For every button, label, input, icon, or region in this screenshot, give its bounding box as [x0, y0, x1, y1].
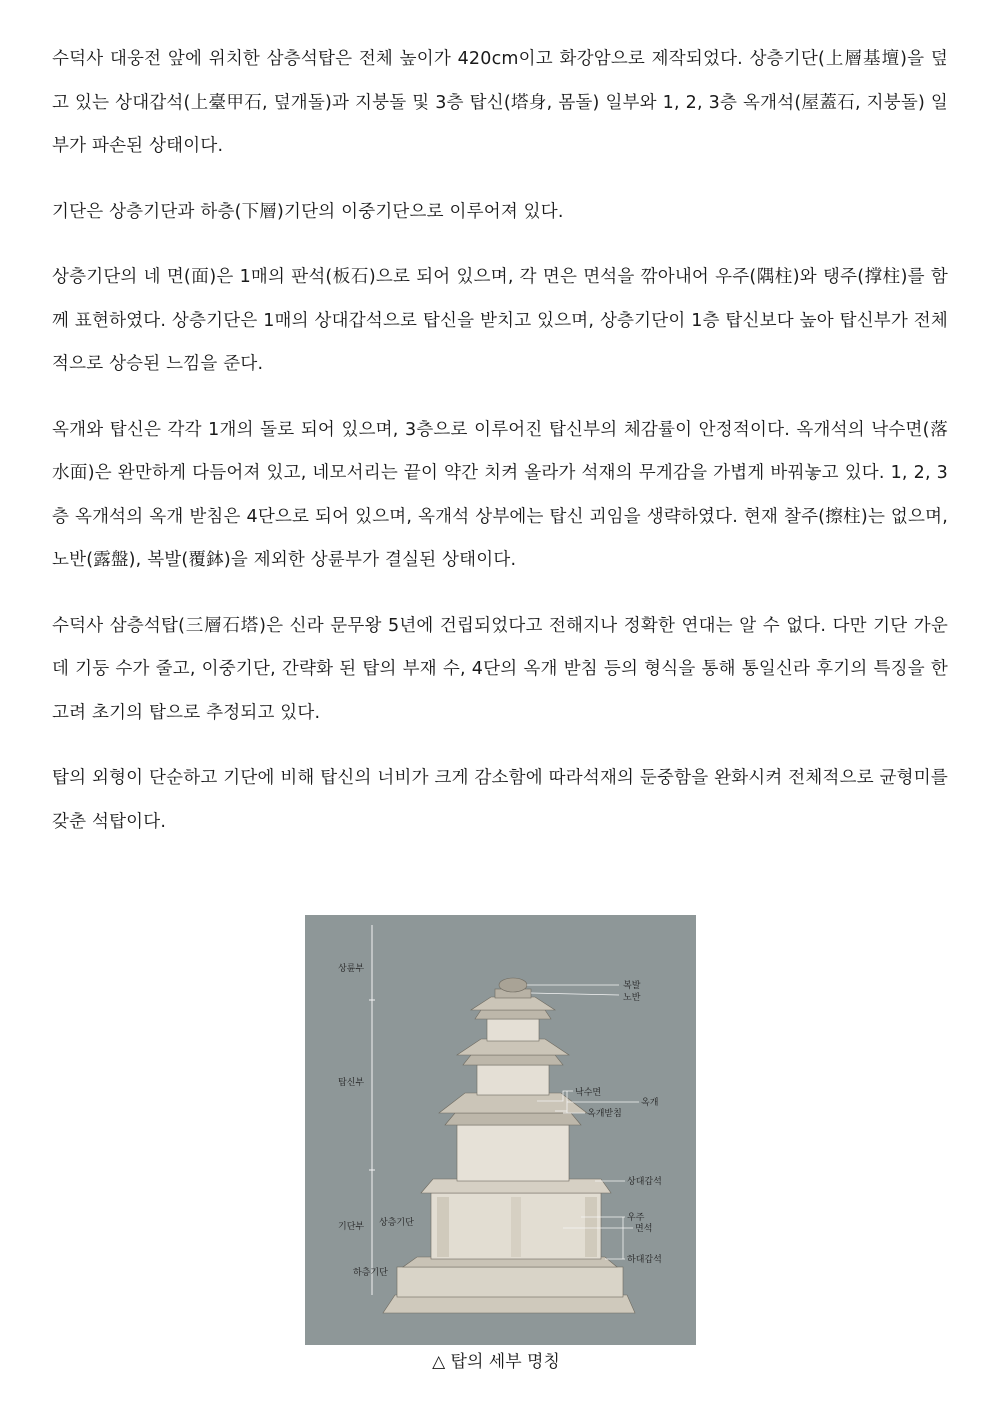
- label-naksumyeon: 낙수면: [575, 1088, 602, 1098]
- paragraph-summary: 탑의 외형이 단순하고 기단에 비해 탑신의 너비가 크게 감소함에 따라석재의 둔중함을 완화시켜 전체적으로 균형미를 갖춘 석탑이다.: [52, 768, 948, 832]
- pagoda-diagram: [305, 915, 696, 1345]
- figure-caption: △ 탑의 세부 명칭: [432, 1352, 560, 1372]
- label-myeonseok: 면석: [635, 1224, 653, 1234]
- label-sangdae-gapseok: 상대갑석: [627, 1177, 662, 1187]
- label-gidanbu: 기단부: [338, 1222, 365, 1232]
- pagoda-diagram-figure: [305, 915, 696, 1345]
- label-bokbal: 복발: [623, 981, 641, 991]
- label-okgae-batchim: 옥개받침: [587, 1109, 622, 1119]
- label-sangryunbu: 상륜부: [338, 964, 365, 974]
- label-noban: 노반: [623, 993, 641, 1003]
- label-tapsinbu: 탑신부: [338, 1078, 365, 1088]
- label-okgae: 옥개: [641, 1098, 659, 1108]
- label-upper-base: 상층기단: [379, 1218, 414, 1228]
- label-woo-ju: 우주: [627, 1213, 645, 1223]
- paragraph-roof-body: 옥개와 탑신은 각각 1개의 돌로 되어 있으며, 3층으로 이루어진 탑신부의 체감률이 안정적이다. 옥개석의 낙수면(落水面)은 완만하게 다듬어져 있고, 네모서리는 끝이 약간 치켜 올라가 석재의 무게감을 가볍게 바꿔놓고 있다. 1, 2, 3층 옥개석의 옥개 받침은 4단으로 되어 있으며, 옥개석 상부에는 탑신 괴임을 생략하였다. 현재 찰주(擦柱)는 없으며, 노반(露盤), 복발(覆鉢)을 제외한 상륜부가 결실된 상태이다.: [52, 419, 948, 570]
- document-body: [52, 38, 948, 866]
- paragraph-history: 수덕사 삼층석탑(三層石塔)은 신라 문무왕 5년에 건립되었다고 전해지나 정확한 연대는 알 수 없다. 다만 기단 가운데 기둥 수가 줄고, 이중기단, 간략화 된 탑의 부재 수, 4단의 옥개 받침 등의 형식을 통해 통일신라 후기의 특징을 한 고려 초기의 탑으로 추정되고 있다.: [52, 615, 948, 723]
- pagoda-illustration: [383, 978, 635, 1313]
- paragraph-overview: 수덕사 대웅전 앞에 위치한 삼층석탑은 전체 높이가 420cm이고 화강암으로 제작되었다. 상층기단(上層基壇)을 덮고 있는 상대갑석(上臺甲石, 덮개돌)과 지붕돌 및 3층 탑신(塔身, 몸돌) 일부와 1, 2, 3층 옥개석(屋蓋石, 지붕돌) 일부가 파손된 상태이다.: [52, 49, 948, 156]
- paragraph-upper-base: 상층기단의 네 면(面)은 1매의 판석(板石)으로 되어 있으며, 각 면은 면석을 깎아내어 우주(隅柱)와 탱주(撑柱)를 함께 표현하였다. 상층기단은 1매의 상대갑석으로 탑신을 받치고 있으며, 상층기단이 1층 탑신보다 높아 탑신부가 전체적으로 상승된 느낌을 준다.: [52, 267, 948, 374]
- paragraph-base: 기단은 상층기단과 하층(下層)기단의 이중기단으로 이루어져 있다.: [52, 201, 564, 222]
- label-hadae-gapseok: 하대갑석: [627, 1255, 662, 1265]
- label-lower-base: 하층기단: [353, 1268, 388, 1278]
